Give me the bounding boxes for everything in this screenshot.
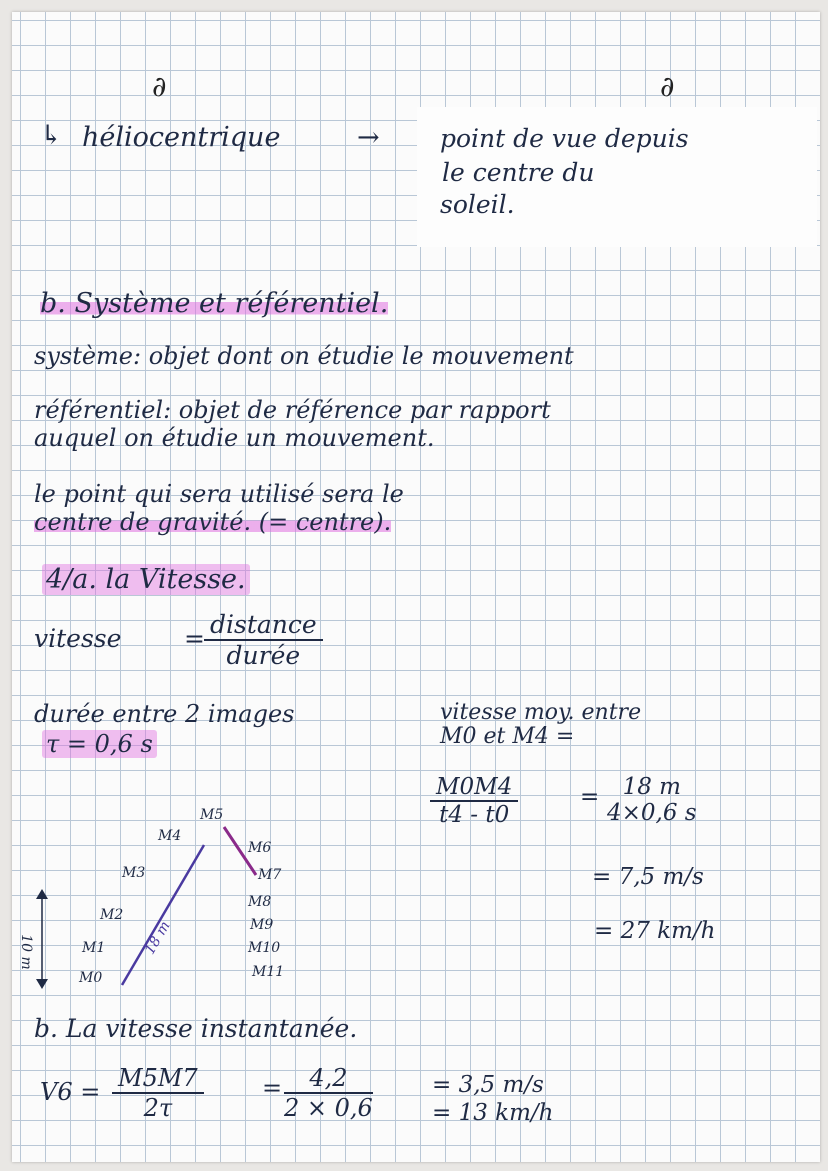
vmoy-fraction-2 [607, 774, 697, 826]
referentiel-def-1: référentiel: objet de référence par rapport [34, 396, 551, 424]
point-line-2: centre de gravité. (= centre). [34, 508, 392, 536]
vmoy-line-2: M0 et M4 = [440, 724, 575, 749]
point-m5-label: M5 [200, 807, 224, 823]
formula-vitesse-fraction [204, 610, 323, 670]
point-line-1: le point qui sera utilisé sera le [34, 480, 404, 508]
vmoy-fraction-1 [430, 774, 518, 828]
formula-den: durée [226, 641, 301, 670]
point-m3-label: M3 [122, 865, 146, 881]
point-m0-label: M0 [79, 970, 103, 986]
point-m10-label: M10 [248, 940, 281, 956]
v6-label: V6 = [40, 1078, 101, 1106]
helio-arrow2: → [357, 122, 380, 153]
measure-label: 18 m [141, 918, 174, 958]
helio-arrow: ↳ [40, 120, 63, 151]
scale-arrow-head-down [36, 979, 48, 989]
v6-frac-num: M5M7 [112, 1064, 204, 1094]
ring-hole-mark: ∂ [660, 70, 675, 103]
formula-num: distance [204, 610, 323, 641]
point-m4-label: M4 [158, 828, 182, 844]
point-m7-label: M7 [258, 867, 282, 883]
helio-def-2: le centre du [442, 158, 595, 187]
vmoy-frac1-den: t4 - t0 [439, 802, 510, 828]
section-title-instantanee: b. La vitesse instantanée. [34, 1014, 358, 1043]
v6-frac-den: 2τ [143, 1094, 173, 1122]
tau-value: τ = 0,6 s [42, 730, 157, 758]
helio-def-1: point de vue depuis [440, 124, 689, 153]
vmoy-equals: = [580, 784, 600, 810]
v6-result-ms: = 3,5 m/s [432, 1072, 544, 1098]
vmoy-result-kmh: = 27 km/h [594, 918, 716, 944]
vmoy-line-1: vitesse moy. entre [440, 700, 642, 725]
scale-label: 10 m [17, 934, 34, 970]
v6-fraction-2 [284, 1064, 373, 1122]
vmoy-frac2-den: 4×0,6 s [607, 800, 697, 826]
section-title-vitesse: 4/a. la Vitesse. [42, 564, 250, 595]
trajectory-diagram [32, 797, 372, 997]
v6-equals: = [262, 1074, 283, 1102]
duree-text: durée entre 2 images [34, 700, 295, 728]
formula-equals: = [184, 624, 205, 653]
vmoy-frac1-num: M0M4 [430, 774, 518, 802]
v6-fraction [112, 1064, 204, 1122]
point-m8-label: M8 [248, 894, 272, 910]
point-m11-label: M11 [252, 964, 285, 980]
formula-vitesse-label: vitesse [34, 624, 122, 653]
helio-term: héliocentrique [82, 122, 281, 153]
helio-def-3: soleil. [440, 190, 515, 219]
point-m6-label: M6 [248, 840, 272, 856]
v6-result-kmh: = 13 km/h [432, 1100, 554, 1126]
vmoy-frac2-num: 18 m [622, 774, 681, 800]
v6-frac2-num: 4,2 [284, 1064, 373, 1094]
vmoy-result-ms: = 7,5 m/s [592, 864, 704, 890]
ring-hole-mark: ∂ [152, 70, 167, 103]
section-title-systeme: b. Système et référentiel. [40, 288, 389, 319]
referentiel-def-2: auquel on étudie un mouvement. [34, 424, 435, 452]
systeme-def: système: objet dont on étudie le mouvement [34, 342, 574, 370]
point-m9-label: M9 [250, 917, 274, 933]
v6-frac2-den: 2 × 0,6 [284, 1094, 373, 1122]
scale-arrow-head-up [36, 889, 48, 899]
point-m2-label: M2 [100, 907, 124, 923]
point-m1-label: M1 [82, 940, 106, 956]
notebook-page [12, 12, 820, 1162]
